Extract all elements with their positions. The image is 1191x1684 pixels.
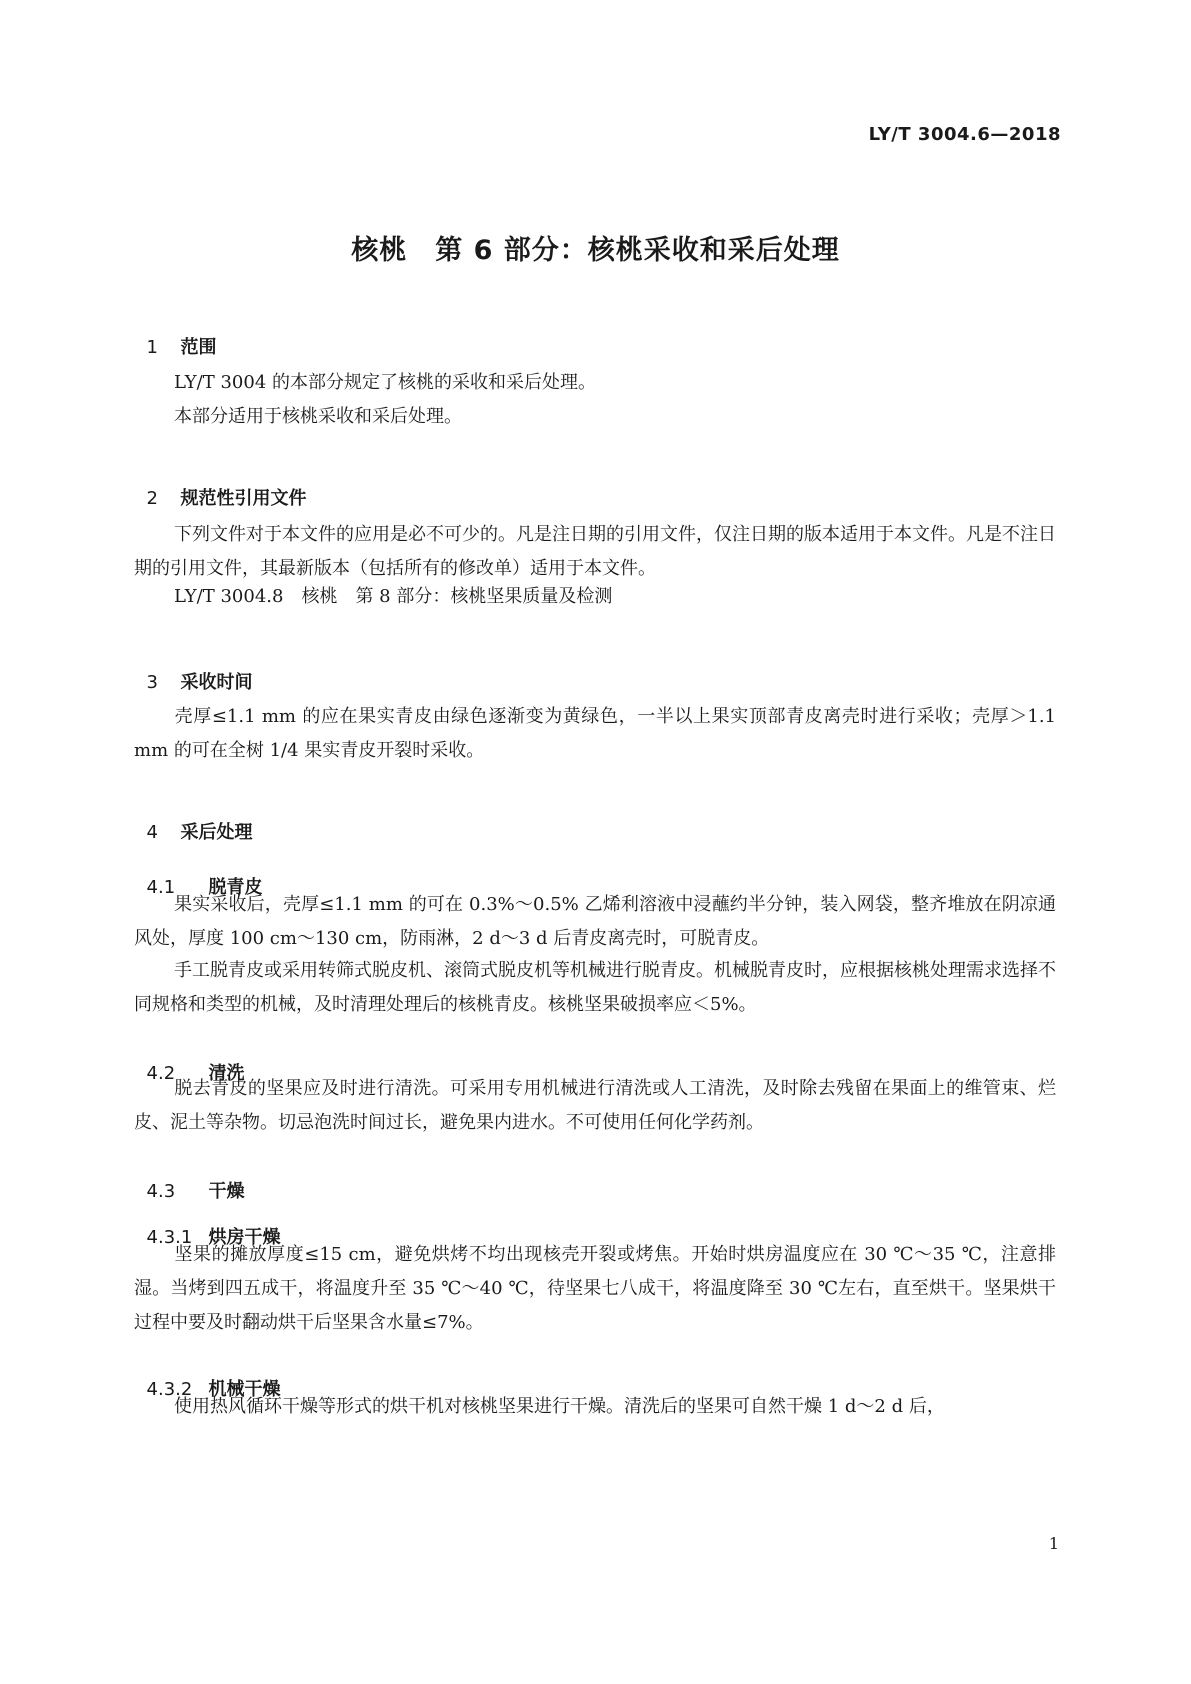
- section-title: 脱青皮: [208, 877, 263, 898]
- section-number: 4: [146, 822, 158, 843]
- section-2-heading: [134, 463, 307, 510]
- paragraph: 本部分适用于核桃采收和采后处理。: [174, 406, 462, 427]
- section-4-heading: [134, 797, 253, 844]
- section-title: 机械干燥: [208, 1379, 281, 1400]
- paragraph: 下列文件对于本文件的应用是必不可少的。凡是注日期的引用文件，仅注日期的版本适用于本文件。凡是不注日期的引用文件，其最新版本（包括所有的修改单）适用于本文件。: [134, 524, 1056, 579]
- paragraph: 坚果的摊放厚度≤15 cm，避免烘烤不均出现核壳开裂或烤焦。开始时烘房温度应在 30 ℃～35 ℃，注意排湿。当烤到四五成干，将温度升至 35 ℃～40 ℃，待坚果七八成干，将温度降至 30 ℃左右，直至烘干。坚果烘干过程中要及时翻动烘干后坚果含水量≤7%。: [134, 1244, 1056, 1333]
- reference-item: LY/T 3004.8 核桃 第 8 部分：核桃坚果质量及检测: [174, 586, 613, 607]
- paragraph: 壳厚≤1.1 mm 的应在果实青皮由绿色逐渐变为黄绿色，一半以上果实顶部青皮离壳时进行采收；壳厚＞1.1 mm 的可在全树 1/4 果实青皮开裂时采收。: [134, 706, 1056, 761]
- section-number: 4.3: [146, 1181, 176, 1202]
- section-1-heading: [134, 312, 217, 359]
- page-number: 1: [1048, 1534, 1059, 1553]
- section-number: 4.1: [146, 877, 176, 898]
- paragraph: LY/T 3004 的本部分规定了核桃的采收和采后处理。: [174, 372, 597, 393]
- section-3-heading: [134, 647, 253, 694]
- section-number: 3: [146, 672, 158, 693]
- section-number: 2: [146, 488, 158, 509]
- paragraph: 果实采收后，壳厚≤1.1 mm 的可在 0.3%～0.5% 乙烯利溶液中浸蘸约半分钟，装入网袋，整齐堆放在阴凉通风处，厚度 100 cm～130 cm，防雨淋，2 d～3 d 后青皮离壳时，可脱青皮。: [134, 894, 1056, 949]
- section-number: 4.2: [146, 1063, 176, 1084]
- section-title: 采收时间: [180, 672, 253, 693]
- section-title: 干燥: [208, 1181, 245, 1202]
- section-title: 采后处理: [180, 822, 253, 843]
- section-number: 1: [146, 337, 158, 358]
- section-title: 范围: [180, 337, 217, 358]
- standard-code: LY/T 3004.6—2018: [868, 124, 1061, 145]
- section-title: 清洗: [208, 1063, 245, 1084]
- section-number: 4.3.2: [146, 1379, 193, 1400]
- paragraph: 脱去青皮的坚果应及时进行清洗。可采用专用机械进行清洗或人工清洗，及时除去残留在果面上的维管束、烂皮、泥土等杂物。切忌泡洗时间过长，避免果内进水。不可使用任何化学药剂。: [134, 1078, 1056, 1133]
- paragraph: 使用热风循环干燥等形式的烘干机对核桃坚果进行干燥。清洗后的坚果可自然干燥 1 d～2 d 后，: [174, 1396, 945, 1417]
- section-number: 4.3.1: [146, 1227, 193, 1248]
- section-title: 规范性引用文件: [180, 488, 307, 509]
- page-title: 核桃 第 6 部分：核桃采收和采后处理: [351, 235, 840, 266]
- section-title: 烘房干燥: [208, 1227, 281, 1248]
- paragraph: 手工脱青皮或采用转筛式脱皮机、滚筒式脱皮机等机械进行脱青皮。机械脱青皮时，应根据核桃处理需求选择不同规格和类型的机械，及时清理处理后的核桃青皮。核桃坚果破损率应＜5%。: [134, 960, 1056, 1015]
- section-4-3-heading: [134, 1156, 245, 1203]
